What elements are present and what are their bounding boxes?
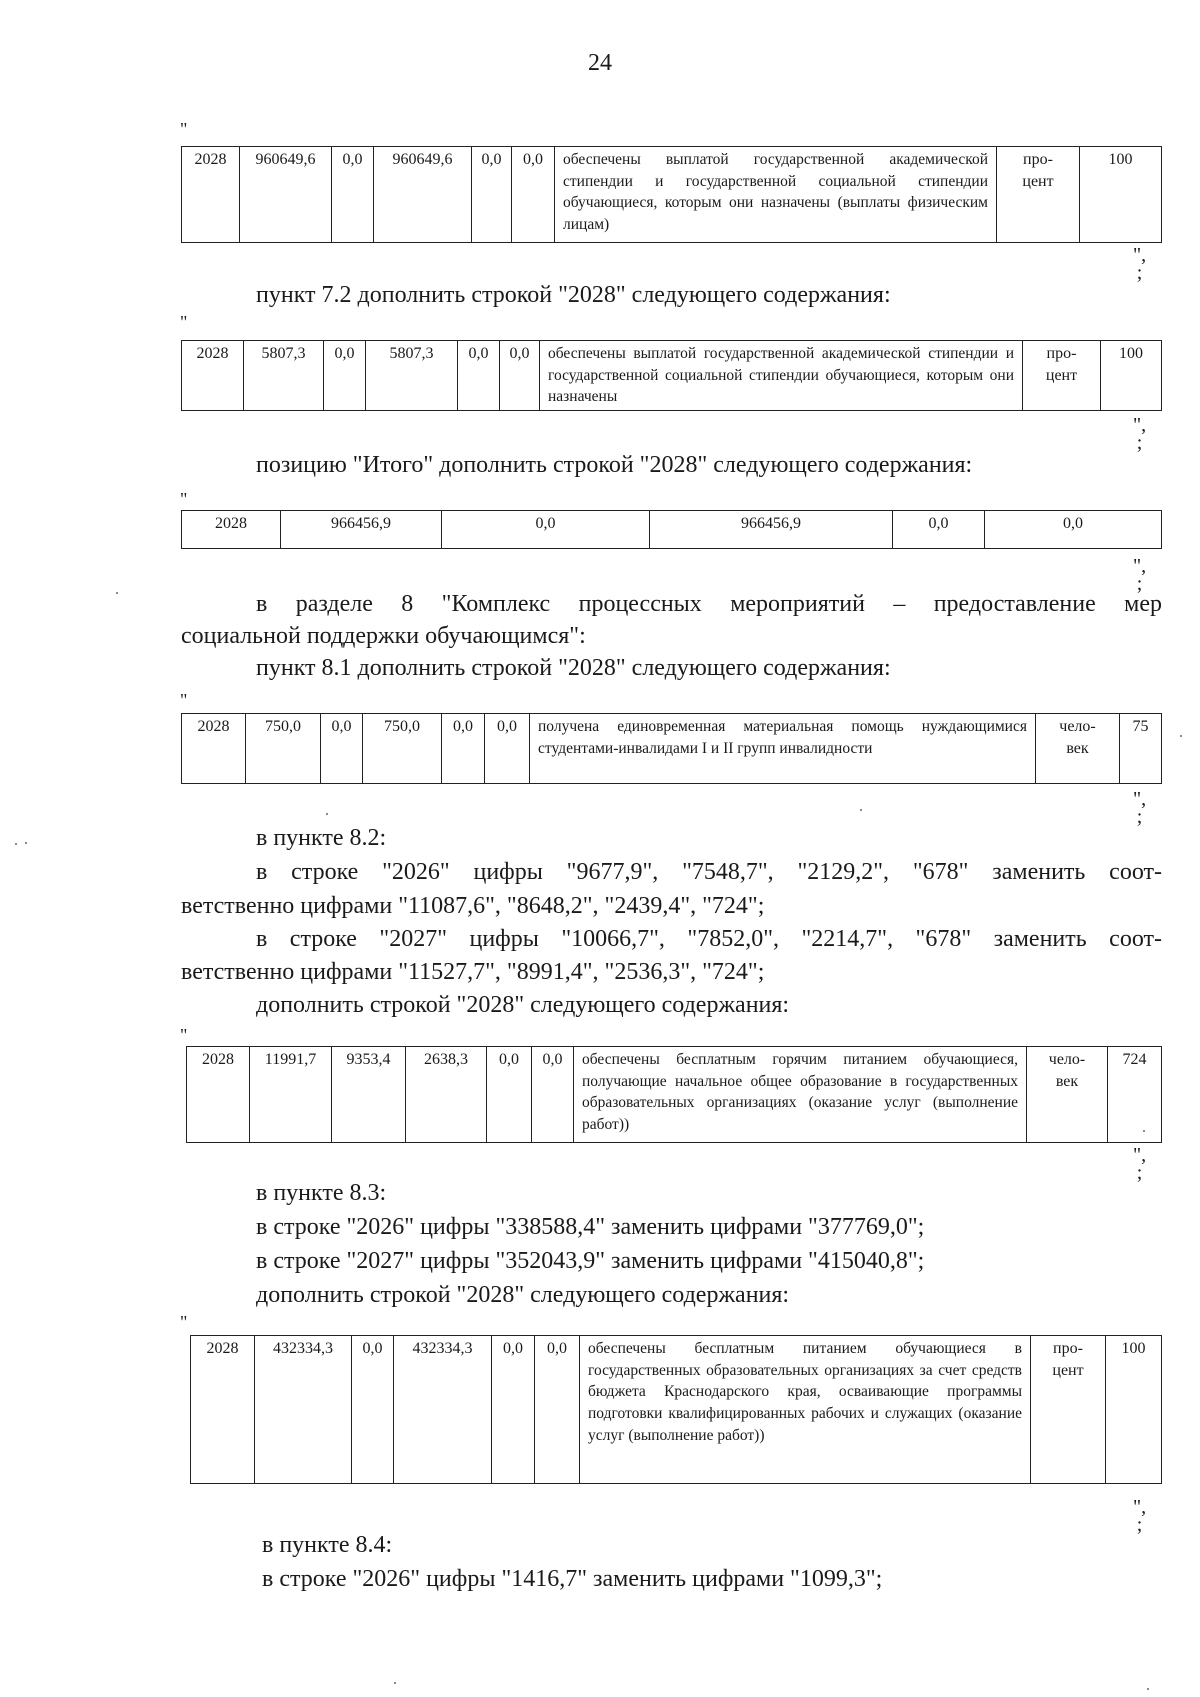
close-quote: ", ;: [1133, 414, 1147, 454]
paragraph-8-2-heading: в пункте 8.2:: [256, 825, 387, 851]
open-quote: ": [180, 312, 188, 332]
scan-speck: [15, 843, 17, 845]
table-8-2-row: [186, 1046, 1162, 1143]
cell-description: обеспечены выплатой государственной академической стипендии и государственной социальной стипендии обучающиеся, которым они назначены (выплаты физическим лицам): [555, 147, 997, 243]
cell-regional: 960649,6: [374, 147, 472, 243]
cell-value: 100: [1080, 147, 1162, 243]
paragraph-itogo: позицию "Итого" дополнить строкой "2028" следующего содержания:: [256, 452, 973, 478]
cell-federal: 0,0: [442, 511, 650, 549]
open-quote: ": [180, 119, 188, 139]
paragraph-8-4-line-1: в строке "2026" цифры "1416,7" заменить цифрами "1099,3";: [262, 1566, 883, 1592]
page-number: 24: [588, 50, 612, 76]
cell-value: 100: [1101, 341, 1162, 411]
cell-total: 960649,6: [240, 147, 332, 243]
cell-total: 966456,9: [281, 511, 442, 549]
cell-federal: 0,0: [321, 714, 363, 784]
cell-local: 0,0: [442, 714, 485, 784]
cell-federal: 0,0: [324, 341, 366, 411]
paragraph-8-3-line-2: в строке "2027" цифры "352043,9" заменить цифрами "415040,8";: [256, 1248, 925, 1274]
cell-other: 0,0: [485, 714, 530, 784]
cell-total: 432334,3: [255, 1336, 352, 1484]
scan-speck: [1143, 1130, 1145, 1132]
cell-value: 75: [1120, 714, 1162, 784]
cell-federal: 9353,4: [332, 1047, 406, 1143]
scan-speck: [1147, 1688, 1149, 1690]
cell-local: 0,0: [458, 341, 500, 411]
close-quote: ", ;: [1133, 555, 1147, 595]
table-7-2-row: [181, 340, 1162, 411]
cell-local: 0,0: [487, 1047, 532, 1143]
cell-regional: 2638,3: [406, 1047, 487, 1143]
cell-value: 100: [1106, 1336, 1162, 1484]
paragraph-8-3-heading: в пункте 8.3:: [256, 1180, 387, 1206]
paragraph-8-4-heading: в пункте 8.4:: [262, 1532, 393, 1558]
cell-unit: про- цент: [1023, 341, 1101, 411]
paragraph-8-1: пункт 8.1 дополнить строкой "2028" следующего содержания:: [256, 655, 891, 681]
open-quote: ": [180, 1025, 188, 1045]
cell-regional: 432334,3: [394, 1336, 492, 1484]
cell-other: 0,0: [532, 1047, 574, 1143]
table-itogo-row: [181, 510, 1162, 549]
paragraph-8-2-add: дополнить строкой "2028" следующего содержания:: [256, 992, 790, 1018]
cell-total: 5807,3: [244, 341, 324, 411]
cell-federal: 0,0: [352, 1336, 394, 1484]
cell-year: 2028: [187, 1047, 250, 1143]
cell-regional: 750,0: [363, 714, 442, 784]
close-quote: ", ;: [1133, 244, 1147, 284]
cell-unit: про- цент: [1031, 1336, 1106, 1484]
cell-description: обеспечены выплатой государственной академической стипендии и государственной социальной стипендии обучающиеся, которым они назначены: [540, 341, 1023, 411]
cell-regional: 966456,9: [650, 511, 893, 549]
cell-total: 11991,7: [250, 1047, 332, 1143]
scan-speck: [1180, 735, 1182, 737]
cell-unit: про- цент: [997, 147, 1080, 243]
close-quote: ", ;: [1133, 1496, 1147, 1536]
cell-year: 2028: [182, 341, 244, 411]
scan-speck: [25, 842, 27, 844]
cell-unit: чело- век: [1036, 714, 1120, 784]
cell-description: обеспечены бесплатным горячим питанием обучающиеся, получающие начальное общее образование в государственных образовательных организациях (оказание услуг (выполнение работ)): [574, 1047, 1027, 1143]
paragraph-8-2-line-4: ветственно цифрами "11527,7", "8991,4", "2536,3", "724";: [181, 959, 765, 985]
paragraph-section-8-line-1: в разделе 8 "Комплекс процессных мероприятий – предоставление мер: [256, 591, 1162, 617]
cell-regional: 5807,3: [366, 341, 458, 411]
paragraph-7-2: пункт 7.2 дополнить строкой "2028" следующего содержания:: [256, 282, 891, 308]
cell-other: 0,0: [512, 147, 555, 243]
paragraph-section-8-line-2: социальной поддержки обучающимся":: [181, 623, 586, 649]
cell-description: получена единовременная материальная помощь нуждающимися студентами-инвалидами I и II групп инвалидности: [530, 714, 1036, 784]
open-quote: ": [180, 489, 188, 509]
paragraph-8-2-line-3: в строке "2027" цифры "10066,7", "7852,0", "2214,7", "678" заменить соот-: [256, 926, 1162, 952]
paragraph-8-2-line-2: ветственно цифрами "11087,6", "8648,2", "2439,4", "724";: [181, 893, 765, 919]
scan-speck: [860, 809, 862, 811]
cell-value: 724: [1108, 1047, 1162, 1143]
paragraph-8-3-add: дополнить строкой "2028" следующего содержания:: [256, 1282, 790, 1308]
cell-year: 2028: [191, 1336, 255, 1484]
close-quote: ", ;: [1133, 788, 1147, 828]
cell-description: обеспечены бесплатным питанием обучающиеся в государственных образовательных организациях за счет средств бюджета Краснодарского края, осваивающие программы подготовки квалифицированных рабочих и служащих (оказание услуг (выполнение работ)): [580, 1336, 1031, 1484]
cell-year: 2028: [182, 714, 246, 784]
table-7-1-row: [181, 146, 1162, 243]
cell-total: 750,0: [246, 714, 321, 784]
cell-unit: чело- век: [1027, 1047, 1108, 1143]
paragraph-8-3-line-1: в строке "2026" цифры "338588,4" заменить цифрами "377769,0";: [256, 1214, 925, 1240]
scan-speck: [116, 592, 118, 594]
cell-year: 2028: [182, 147, 240, 243]
table-8-1-row: [181, 713, 1162, 784]
cell-other: 0,0: [535, 1336, 580, 1484]
close-quote: ", ;: [1133, 1144, 1147, 1184]
cell-local: 0,0: [472, 147, 512, 243]
cell-year: 2028: [182, 511, 281, 549]
cell-federal: 0,0: [332, 147, 374, 243]
open-quote: ": [180, 1312, 188, 1332]
cell-other: 0,0: [500, 341, 540, 411]
cell-local: 0,0: [492, 1336, 535, 1484]
cell-other: 0,0: [985, 511, 1162, 549]
scan-speck: [326, 813, 328, 815]
cell-local: 0,0: [893, 511, 985, 549]
table-8-3-row: [190, 1335, 1162, 1484]
scan-speck: [394, 1682, 396, 1684]
paragraph-8-2-line-1: в строке "2026" цифры "9677,9", "7548,7", "2129,2", "678" заменить соот-: [256, 859, 1162, 885]
open-quote: ": [180, 690, 188, 710]
